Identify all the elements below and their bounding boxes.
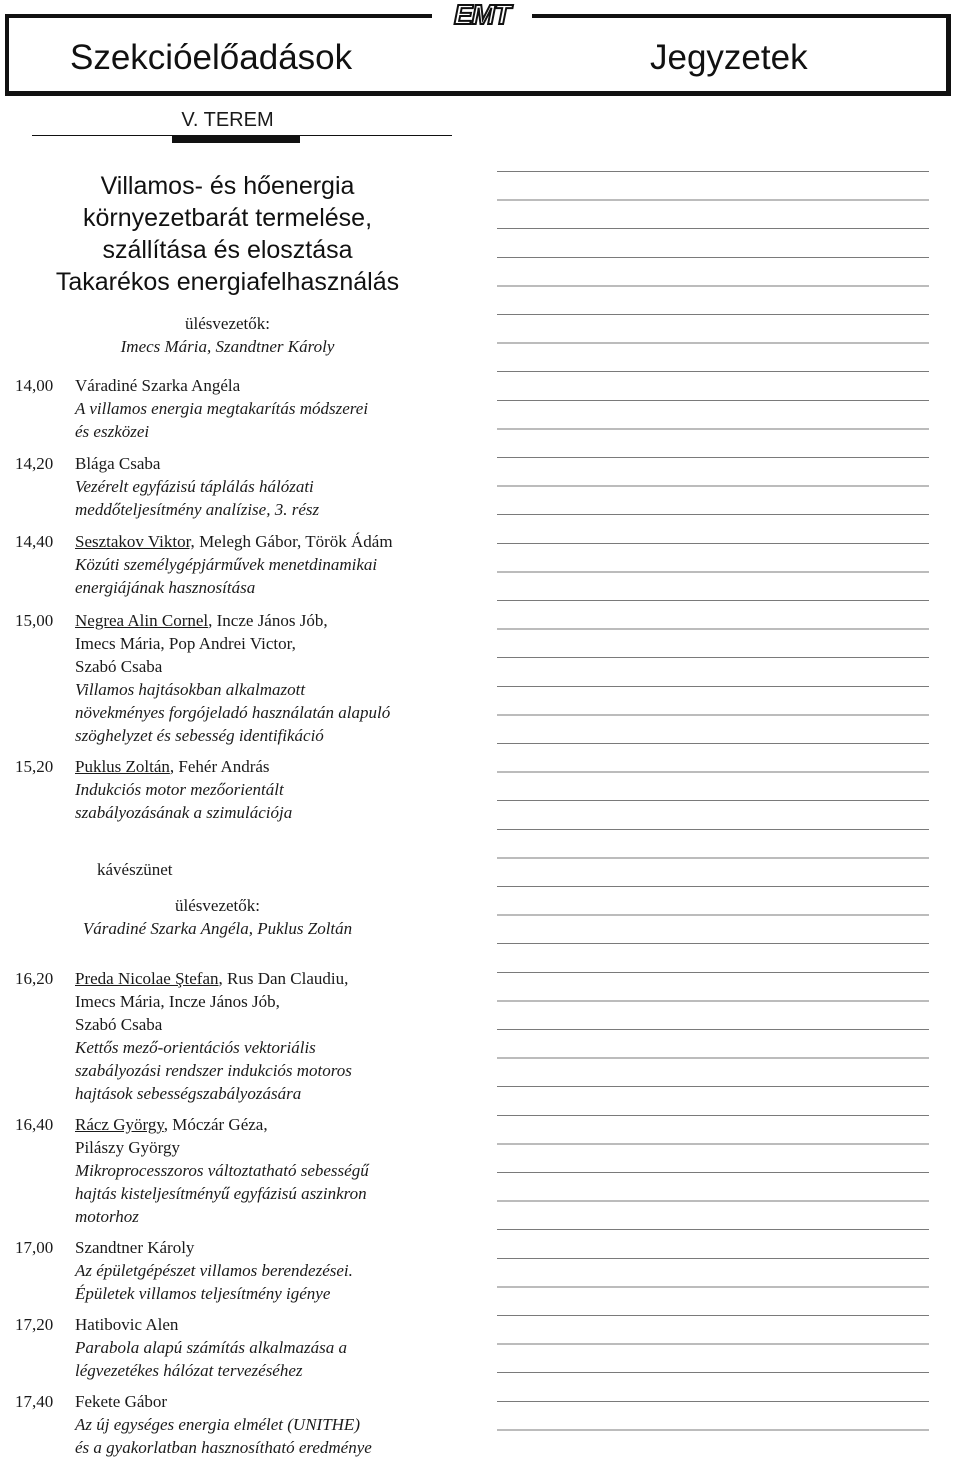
co-authors: Váradiné Szarka Angéla [75, 376, 241, 395]
session-title [0, 170, 455, 298]
co-authors: Szandtner Károly [75, 1238, 195, 1257]
chairs-names: Váradiné Szarka Angéla, Puklus Zoltán [82, 919, 353, 938]
talk-title-line: Parabola alapú számítás alkalmazása a [75, 1338, 348, 1357]
presenting-author: Sesztakov Viktor, [75, 532, 195, 551]
talk-body [75, 530, 393, 599]
talk-authors [75, 530, 393, 553]
talk-title-line: A villamos energia megtakarítás módszerei [75, 399, 369, 418]
talk-body [75, 1236, 353, 1305]
logo-text: EMT [453, 0, 511, 30]
talk-title-line: és eszközei [75, 422, 150, 441]
section-title: Szekcióelőadások [70, 38, 353, 77]
chairs-block-2 [0, 894, 445, 940]
room-label: V. TEREM [181, 109, 274, 131]
talk-body [75, 1390, 372, 1459]
co-authors: , Móczár Géza, [163, 1115, 268, 1134]
talk-title-line: hajtások sebességszabályozására [75, 1084, 302, 1103]
talk-title-line: Indukciós motor mezőorientált [75, 780, 284, 799]
chairs-label: ülésvezetők: [175, 896, 260, 915]
coffee-break: kávészünet [97, 860, 173, 879]
talk-body [75, 609, 390, 747]
chairs-block-1 [0, 312, 455, 358]
talk-authors [75, 1113, 369, 1136]
talk-time: 15,00 [15, 611, 54, 630]
co-authors: , Rus Dan Claudiu, [218, 969, 349, 988]
talk-title-line: növekményes forgójeladó használatán alapuló [75, 703, 391, 722]
talk-authors [75, 967, 352, 990]
talk-time: 17,40 [15, 1392, 54, 1411]
talk-authors-continued: Imecs Mária, Incze János Jób, [75, 992, 280, 1011]
talk-title-line: hajtás kisteljesítményű egyfázisú aszinkron [75, 1184, 367, 1203]
talk-title-line: szabályozásának a szimulációja [75, 803, 293, 822]
session-title-line: Villamos- és hőenergia [100, 172, 355, 200]
co-authors: , Incze János Jób, [208, 611, 328, 630]
talk-title-line: Közúti személygépjárművek menetdinamikai [75, 555, 378, 574]
talk-authors [75, 1236, 353, 1259]
chairs-label: ülésvezetők: [185, 314, 270, 333]
session-title-line: Takarékos energiafelhasználás [55, 268, 400, 296]
talk-time: 17,00 [15, 1238, 54, 1257]
talk-authors [75, 1313, 347, 1336]
talk-title-line: szöghelyzet és sebesség identifikáció [75, 726, 324, 745]
talk-authors [75, 609, 390, 632]
co-authors: Melegh Gábor, Török Ádám [194, 532, 393, 551]
talk-authors [75, 452, 319, 475]
talk-body [75, 1113, 369, 1228]
talk-title-line: Az új egységes energia elmélet (UNITHE) [75, 1415, 360, 1434]
talk-time: 14,00 [15, 376, 54, 395]
talk-title-line: meddőteljesítmény analízise, 3. rész [75, 500, 320, 519]
co-authors: Fekete Gábor [75, 1392, 168, 1411]
emt-logo [432, 0, 532, 30]
talk-time: 17,20 [15, 1315, 54, 1334]
talk-time: 15,20 [15, 757, 54, 776]
notes-title: Jegyzetek [650, 38, 808, 77]
talk-time: 14,40 [15, 532, 54, 551]
talk-body [75, 755, 292, 824]
co-authors: Hatibovic Alen [75, 1315, 179, 1334]
presenting-author: Puklus Zoltán [75, 757, 170, 776]
talk-authors-continued: Szabó Csaba [75, 657, 163, 676]
talk-title-line: motorhoz [75, 1207, 139, 1226]
talk-time: 14,20 [15, 454, 54, 473]
notes-ruled-lines [497, 171, 929, 1457]
talk-title-line: energiájának hasznosítása [75, 578, 256, 597]
talk-title-line: Épületek villamos teljesítmény igénye [75, 1284, 331, 1303]
talk-body [75, 374, 368, 443]
talk-title-line: szabályozási rendszer indukciós motoros [75, 1061, 352, 1080]
session-title-line: környezetbarát termelése, [82, 204, 373, 232]
talk-body [75, 1313, 347, 1382]
talk-authors-continued: Pilászy György [75, 1138, 180, 1157]
presenting-author: Rácz György [75, 1115, 164, 1134]
talk-title-line: Kettős mező-orientációs vektoriális [75, 1038, 316, 1057]
co-authors: , Fehér András [169, 757, 270, 776]
talk-title-line: Vezérelt egyfázisú táplálás hálózati [75, 477, 314, 496]
talk-title-line: Villamos hajtásokban alkalmazott [75, 680, 306, 699]
talk-time: 16,20 [15, 969, 54, 988]
talk-authors-continued: Szabó Csaba [75, 1015, 163, 1034]
talk-authors-continued: Imecs Mária, Pop Andrei Victor, [75, 634, 296, 653]
talk-title-line: légvezetékes hálózat tervezéséhez [75, 1361, 303, 1380]
talk-title-line: Mikroprocesszoros változtatható sebességű [75, 1161, 369, 1180]
talk-title-line: Az épületgépészet villamos berendezései. [75, 1261, 353, 1280]
talk-title-line: és a gyakorlatban hasznosítható eredménye [75, 1438, 372, 1457]
presenting-author: Negrea Alin Cornel [75, 611, 209, 630]
room-underline-bar [172, 136, 300, 143]
co-authors: Blága Csaba [75, 454, 161, 473]
talk-time: 16,40 [15, 1115, 54, 1134]
talk-authors [75, 755, 292, 778]
session-title-line: szállítása és elosztása [102, 236, 353, 264]
talk-authors [75, 374, 368, 397]
talk-body [75, 967, 352, 1105]
presenting-author: Preda Nicolae Ştefan [75, 969, 219, 988]
talk-authors [75, 1390, 372, 1413]
talk-body [75, 452, 319, 521]
chairs-names: Imecs Mária, Szandtner Károly [120, 337, 335, 356]
